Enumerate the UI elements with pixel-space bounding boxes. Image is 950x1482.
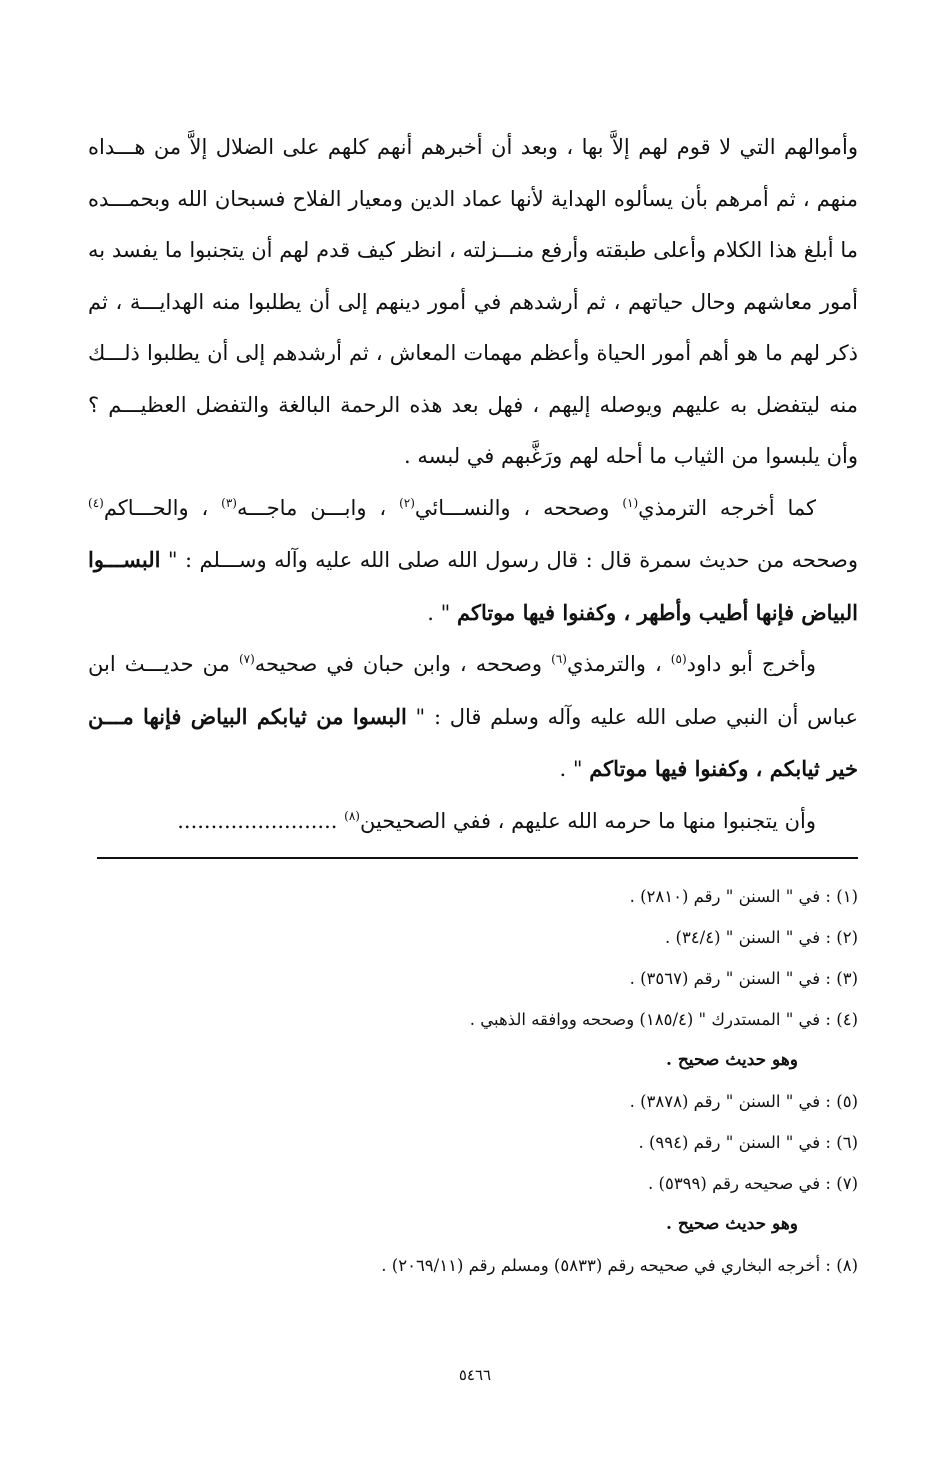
footnote-1: (١) : في " السنن " رقم (٢٨١٠) . [629, 887, 858, 906]
main-text [88, 122, 858, 847]
paragraph-2-text-1: كما أخرجه الترمذي [638, 495, 817, 520]
paragraph-2-text-4: ، والحـــاكم [103, 495, 222, 520]
hadith-quote-2: البسوا من ثيابكم البياض فإنها مـــن خير ثيابكم ، وكفنوا فيها موتاكم [88, 703, 858, 781]
footnote-ref-7: (٧) [238, 652, 255, 666]
continuation-dots: ........................ [177, 808, 345, 833]
paragraph-1: وأموالهم التي لا قوم لهم إلاَّ بها ، وبعد أن أخبرهم أنهم كلهم على الضلال إلاَّ من هـــداه منهم ، ثم أمرهم بأن يسألوه الهداية لأنها عماد الدين ومعيار الفلاح فسبحان الله وبحمـــده ما أبلغ هذا الكلام وأعلى طبقته وأرفع منـــزلته ، انظر كيف قدم لهم أن يتجنبوا ما يفسد به أمور معاشهم وحال حياتهم ، ثم أرشدهم في أمور دينهم إلى أن يطلبوا منه الهدايـــة ، ثم ذكر لهم ما هو أهم أمور الحياة وأعظم مهمات المعاش ، ثم أرشدهم إلى أن يطلبوا ذلـــك منه ليتفضل به عليهم ويوصله إليهم ، فهل بعد هذه الرحمة البالغة والتفضل العظيـــم ؟ وأن يلبسوا من الثياب ما أحله لهم ورَغَّبهم في لبسه . [88, 135, 858, 468]
paragraph-3 [88, 639, 858, 796]
paragraph-2-text-2: وصححه ، والنســـائي [414, 495, 623, 520]
footnote-2: (٢) : في " السنن " (٣٤/٤) . [665, 928, 858, 947]
footnote-ref-3: (٣) [221, 495, 237, 510]
footnote-ref-5: (٥) [670, 652, 687, 666]
paragraph-4-text-1: وأن يتجنبوا منها ما حرمه الله عليهم ، ففي الصحيحين [359, 808, 816, 833]
paragraph-4 [88, 796, 858, 848]
footnote-7-grade: وهو حديث صحيح . [666, 1214, 798, 1234]
paragraph-3-text-1: وأخرج أبو داود [686, 652, 816, 676]
page-number: ٥٤٦٦ [458, 1366, 492, 1384]
footnote-ref-6: (٦) [551, 652, 567, 666]
paragraph-3-text-5: " . [559, 757, 590, 781]
footnote-8: (٨) : أخرجه البخاري في صحيحه رقم (٥٨٣٣) ومسلم رقم (٢٠٦٩/١١) . [381, 1256, 858, 1275]
paragraph-3-text-2: ، والترمذي [566, 652, 671, 676]
footnote-ref-2: (٢) [399, 495, 415, 510]
paragraph-3-text-3: وصححه ، وابن حبان في صحيحه [254, 652, 552, 676]
footnote-ref-4: (٤) [88, 495, 104, 510]
footnote-4-grade: وهو حديث صحيح . [666, 1050, 798, 1070]
footnote-ref-8: (٨) [344, 808, 360, 823]
footnote-5: (٥) : في " السنن " رقم (٣٨٧٨) . [629, 1092, 858, 1111]
footnote-ref-1: (١) [622, 495, 639, 510]
footnote-4: (٤) : في " المستدرك " (١٨٥/٤) وصححه ووافقه الذهبي . [469, 1010, 858, 1029]
footnote-7: (٧) : في صحيحه رقم (٥٣٩٩) . [648, 1174, 858, 1193]
footnotes [88, 876, 858, 1286]
footnote-6: (٦) : في " السنن " رقم (٩٩٤) . [638, 1133, 858, 1152]
footnote-3: (٣) : في " السنن " رقم (٣٥٦٧) . [629, 969, 858, 988]
paragraph-2 [88, 483, 858, 640]
paragraph-2-text-3: ، وابـــن ماجـــه [236, 495, 400, 520]
paragraph-2-text-6: " . [427, 600, 457, 625]
paragraph-3-text-4: من حديـــث ابن عباس أن النبي صلى الله عليه وآله وسلم قال : " [88, 652, 858, 729]
footnote-separator [97, 857, 858, 859]
hadith-quote-1: البســـوا البياض فإنها أطيب وأطهر ، وكفنوا فيها موتاكم [88, 547, 858, 625]
paragraph-2-text-5: وصححه من حديث سمرة قال : قال رسول الله صلى الله عليه وآله وســـلم : " [160, 548, 858, 572]
